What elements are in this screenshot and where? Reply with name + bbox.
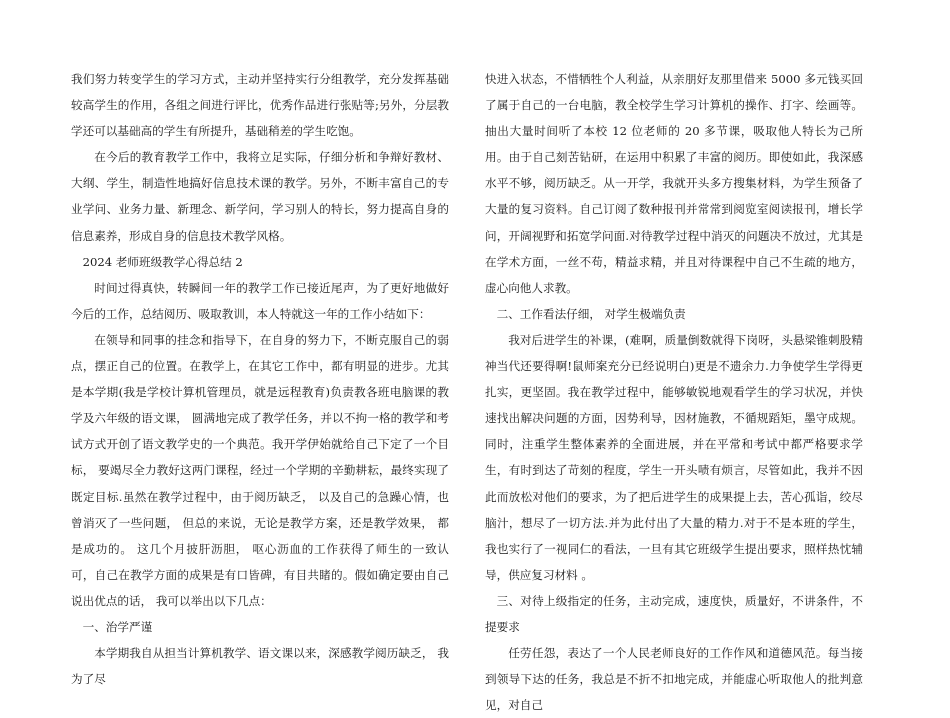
- section-title: 2024 老师班级教学心得总结 2: [82, 254, 243, 269]
- paragraph: 在领导和同事的挂念和指导下，在自身的努力下，不断克服自己的弱点，摆正自己的位置。在教学上，在其它工作中，都有明显的进步。尤其是本学期(我是学校计算机管理员，就是远程教育)负责教各班电脑课的教学及六年级的语文课， 圆满地完成了教学任务，并以不拘一格的教学和考试方式开创了语文教学史的一个典范。我开学伊始就给自己下定了一个目标， 要竭尽全力教好这两门课程，经过一个学期的辛勤耕耘，最终实现了既定目标.虽然在教学过程中，由于阅历缺乏， 以及自己的急躁心情，也曾消灭了一些问题， 但总的来说，无论是教学方案，还是教学效果， 都是成功的。 这几个月披肝沥胆， 呕心沥血的工作获得了师生的一致认可，自己在教学方面的成果是有口皆碑，有目共睹的。假如确定要由自己说出优点的话， 我可以举出以下几点：: [71, 332, 449, 608]
- right-column: [485, 66, 863, 718]
- paragraph-continued: 快进入状态，不惜牺牲个人利益，从亲朋好友那里借来 5000 多元钱买回了属于自己的一台电脑，教全校学生学习计算机的操作、打字、绘画等。抽出大量时间听了本校 12 位老师的 20 多节课，吸取他人特长为己所用。由于自己刻苦钻研，在运用中积累了丰富的阅历。即使如此，我深感水平不够，阅历缺乏。从一开学，我就开头多方搜集材料，为学生预备了大量的复习资料。自己订阅了数种报刊并常常到阅览室阅读报刊，增长学问，开阔视野和拓宽学问面.对待教学过程中消灭的问题决不放过，尤其是在学术方面，一丝不苟，精益求精，并且对待课程中自己不生疏的地方，虚心向他人求教。: [485, 72, 863, 295]
- paragraph: 我对后进学生的补课，(难啊，质量倒数就得下岗呀，头悬梁锥刺股精神当代还要得啊!鼠师案充分已经说明白)更是不遗余力.力争使学生学得更扎实，更坚固。我在教学过程中，能够敏锐地观看学生的学习状况，并快速找出解决问题的方面，因势利导，因材施教，不循规蹈矩，墨守成规。同时，注重学生整体素养的全面进展，并在平常和考试中都严格要求学生，有时到达了苛刻的程度，学生一开头啧有烦言，尽管如此，我并不因此而放松对他们的要求，为了把后进学生的成果提上去，苦心孤诣，绞尽脑汁，想尽了一切方法.并为此付出了大量的精力.对于不是本班的学生，我也实行了一视同仁的看法，一旦有其它班级学生提出要求，照样热忱辅导，供应复习材料 。: [485, 332, 863, 582]
- paragraph: 本学期我自从担当计算机教学、语文课以来，深感教学阅历缺乏， 我为了尽: [71, 646, 449, 687]
- paragraph: 在今后的教育教学工作中，我将立足实际，仔细分析和争辩好教材、大纲、学生，制造性地搞好信息技术课的教学。另外，不断丰富自己的专业学问、业务力量、新理念、新学问，学习别人的特长，努力提高自身的信息素养，形成自身的信息技术教学风格。: [71, 150, 449, 243]
- subsection-heading: 三、对待上级指定的任务，主动完成，速度快，质量好，不讲条件，不提要求: [485, 593, 863, 634]
- left-column: [71, 66, 449, 692]
- subsection-heading: 二、工作看法仔细， 对学生极端负责: [496, 306, 686, 321]
- paragraph: 任劳任怨，表达了一个人民老师良好的工作作风和道德风范。每当接到领导下达的任务，我总是不折不扣地完成，并能虚心听取他人的批判意见，对自己: [485, 646, 863, 713]
- paragraph-continued: 我们努力转变学生的学习方式，主动并坚持实行分组教学，充分发挥基础较高学生的作用，各组之间进行评比，优秀作品进行张贴等;另外，分层教学还可以基础高的学生有所提升，基础稍差的学生吃饱。: [71, 72, 449, 139]
- paragraph: 时间过得真快，转瞬间一年的教学工作已接近尾声，为了更好地做好今后的工作，总结阅历、吸取教训，本人特就这一年的工作小结如下：: [71, 280, 449, 321]
- subsection-heading: 一、治学严谨: [82, 619, 153, 634]
